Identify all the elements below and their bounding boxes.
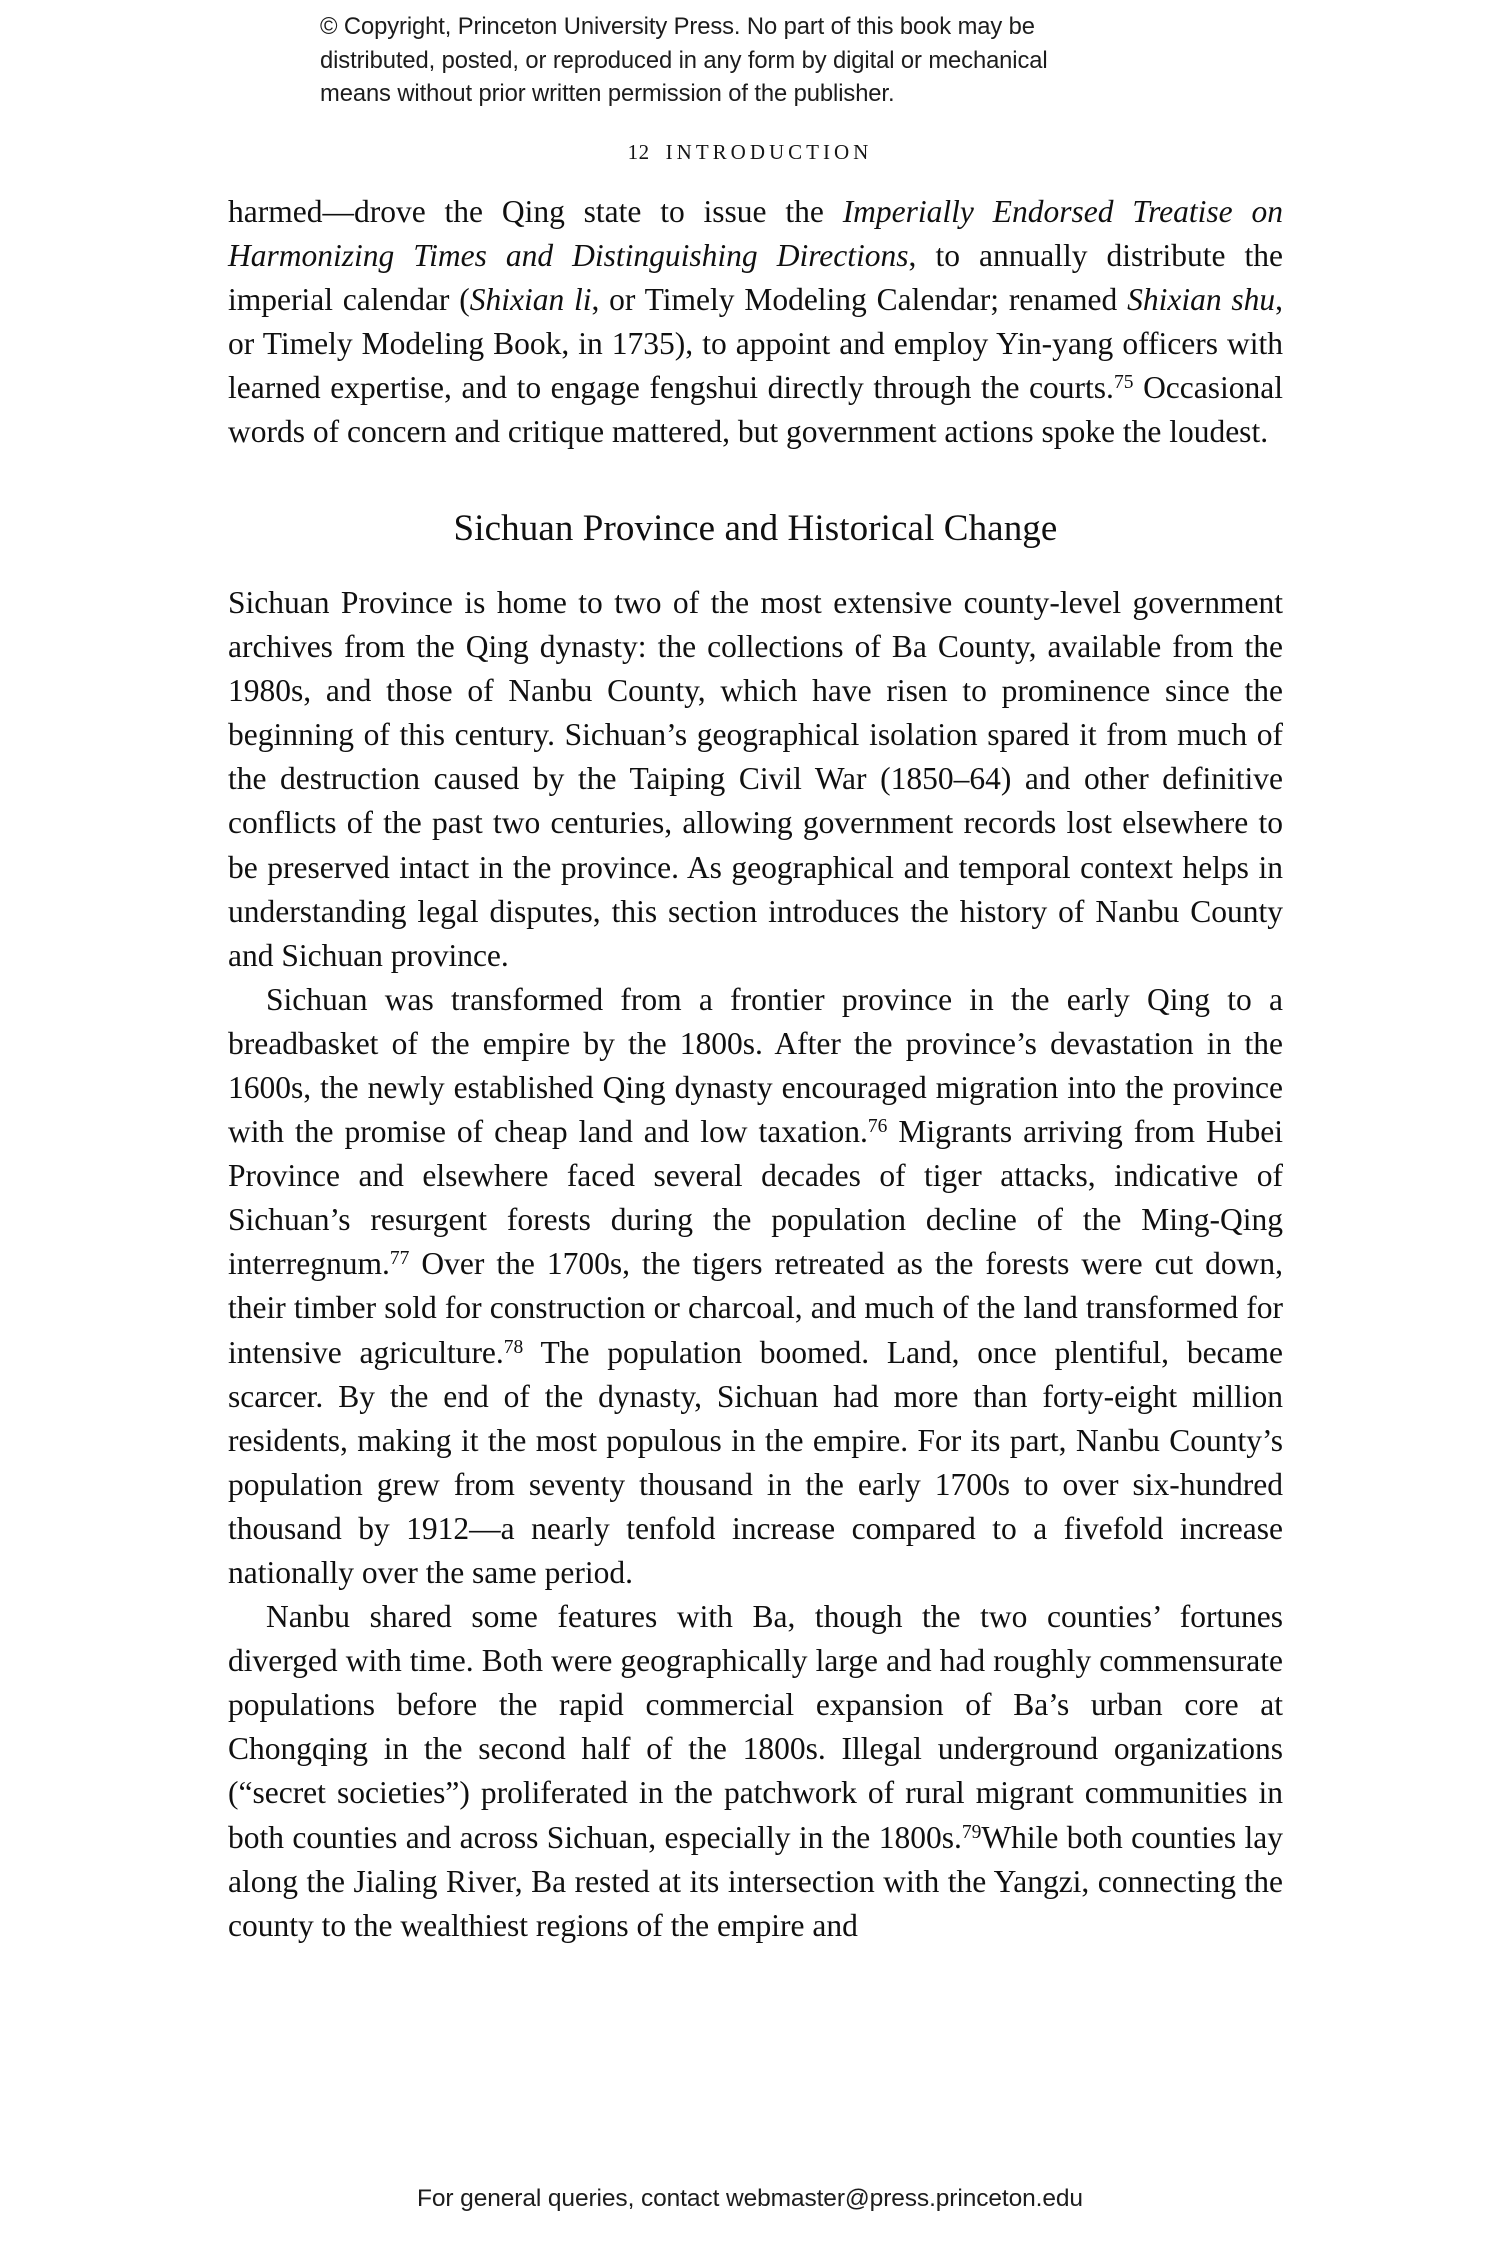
- p1-seg-2: , to annually distribute the imperial calendar (: [228, 238, 1283, 318]
- p1-title-3: Shixian shu: [1127, 282, 1276, 318]
- section-heading: Sichuan Province and Historical Change: [453, 507, 1058, 549]
- copyright-line-3: means without prior written permission of the publisher.: [320, 80, 895, 108]
- p3-seg-4: The population boomed. Land, once plentiful, became scarcer. By the end of the dynasty, Sichuan had more than forty-eight million residents, making it the most populous in the empire. For its part, Nanbu County’s population grew from seventy thousand in the early 1700s to over six-hundred thousand by 1912—a nearly tenfold increase compared to a fivefold increase nationally over the same period.: [228, 1334, 1283, 1591]
- running-head: [0, 140, 1500, 165]
- running-head-label: INTRODUCTION: [665, 140, 873, 164]
- p1-title-2: Shixian li: [469, 282, 592, 318]
- footnote-marker-75[interactable]: 75: [1113, 372, 1134, 394]
- footnote-marker-78[interactable]: 78: [503, 1336, 524, 1358]
- p3-seg-2: Migrants arriving from Hubei Province and elsewhere faced several decades of tiger attacks, indicative of Sichuan’s resurgent forests during the population decline of the Ming-Qing interregnum.: [228, 1114, 1283, 1282]
- paragraph-1: [228, 190, 1283, 455]
- footer-notice: For general queries, contact webmaster@press.princeton.edu: [417, 2185, 1083, 2212]
- footnote-marker-77[interactable]: 77: [389, 1248, 410, 1270]
- p1-seg-1: harmed—drove the Qing state to issue the: [228, 194, 843, 229]
- p1-seg-5: Occasional words of concern and critique mattered, but government actions spoke the loudest.: [228, 370, 1283, 450]
- p4-seg-2: While both counties lay along the Jialing River, Ba rested at its intersection with the Yangzi, connecting the county to the wealthiest regions of the empire and: [228, 1819, 1283, 1943]
- p3-seg-3: Over the 1700s, the tigers retreated as the forests were cut down, their timber sold for construction or charcoal, and much of the land transformed for intensive agriculture.: [228, 1246, 1283, 1370]
- paragraph-4: [228, 1595, 1283, 1948]
- paragraph-2: Sichuan Province is home to two of the most extensive county-level government archives from the Qing dynasty: the collections of Ba County, available from the 1980s, and those of Nanbu County, which have risen to prominence since the beginning of this century. Sichuan’s geographical isolation spared it from much of the destruction caused by the Taiping Civil War (1850–64) and other definitive conflicts of the past two centuries, allowing government records lost elsewhere to be preserved intact in the province. As geographical and temporal context helps in understanding legal disputes, this section introduces the history of Nanbu County and Sichuan province.: [228, 584, 1283, 973]
- page-number: 12: [627, 140, 650, 164]
- p1-title-1: Imperially Endorsed Treatise on Harmonizing Times and Distinguishing Directions: [228, 194, 1283, 274]
- p4-seg-1: Nanbu shared some features with Ba, though the two counties’ fortunes diverged with time. Both were geographically large and had roughly commensurate populations before the rapid commercial expansion of Ba’s urban core at Chongqing in the second half of the 1800s. Illegal underground organizations (“secret societies”) proliferated in the patchwork of rural migrant communities in both counties and across Sichuan, especially in the 1800s.: [228, 1599, 1283, 1855]
- footnote-marker-79[interactable]: 79: [961, 1821, 982, 1843]
- footnote-marker-76[interactable]: 76: [867, 1115, 888, 1137]
- copyright-line-2: distributed, posted, or reproduced in any form by digital or mechanical: [320, 46, 1048, 74]
- paragraph-3: [228, 978, 1283, 1595]
- p1-seg-3: , or Timely Modeling Calendar; renamed: [591, 282, 1128, 318]
- p3-seg-1: Sichuan was transformed from a frontier province in the early Qing to a breadbasket of the empire by the 1800s. After the province’s devastation in the 1600s, the newly established Qing dynasty encouraged migration into the province with the promise of cheap land and low taxation.: [228, 981, 1283, 1150]
- body-text-block: [228, 190, 1283, 1948]
- copyright-line-1: © Copyright, Princeton University Press. No part of this book may be: [320, 13, 1035, 40]
- p1-seg-4: , or Timely Modeling Book, in 1735), to appoint and employ Yin-yang officers with learned expertise, and to engage fengshui directly through the courts.: [228, 282, 1284, 406]
- copyright-notice: [320, 10, 1154, 111]
